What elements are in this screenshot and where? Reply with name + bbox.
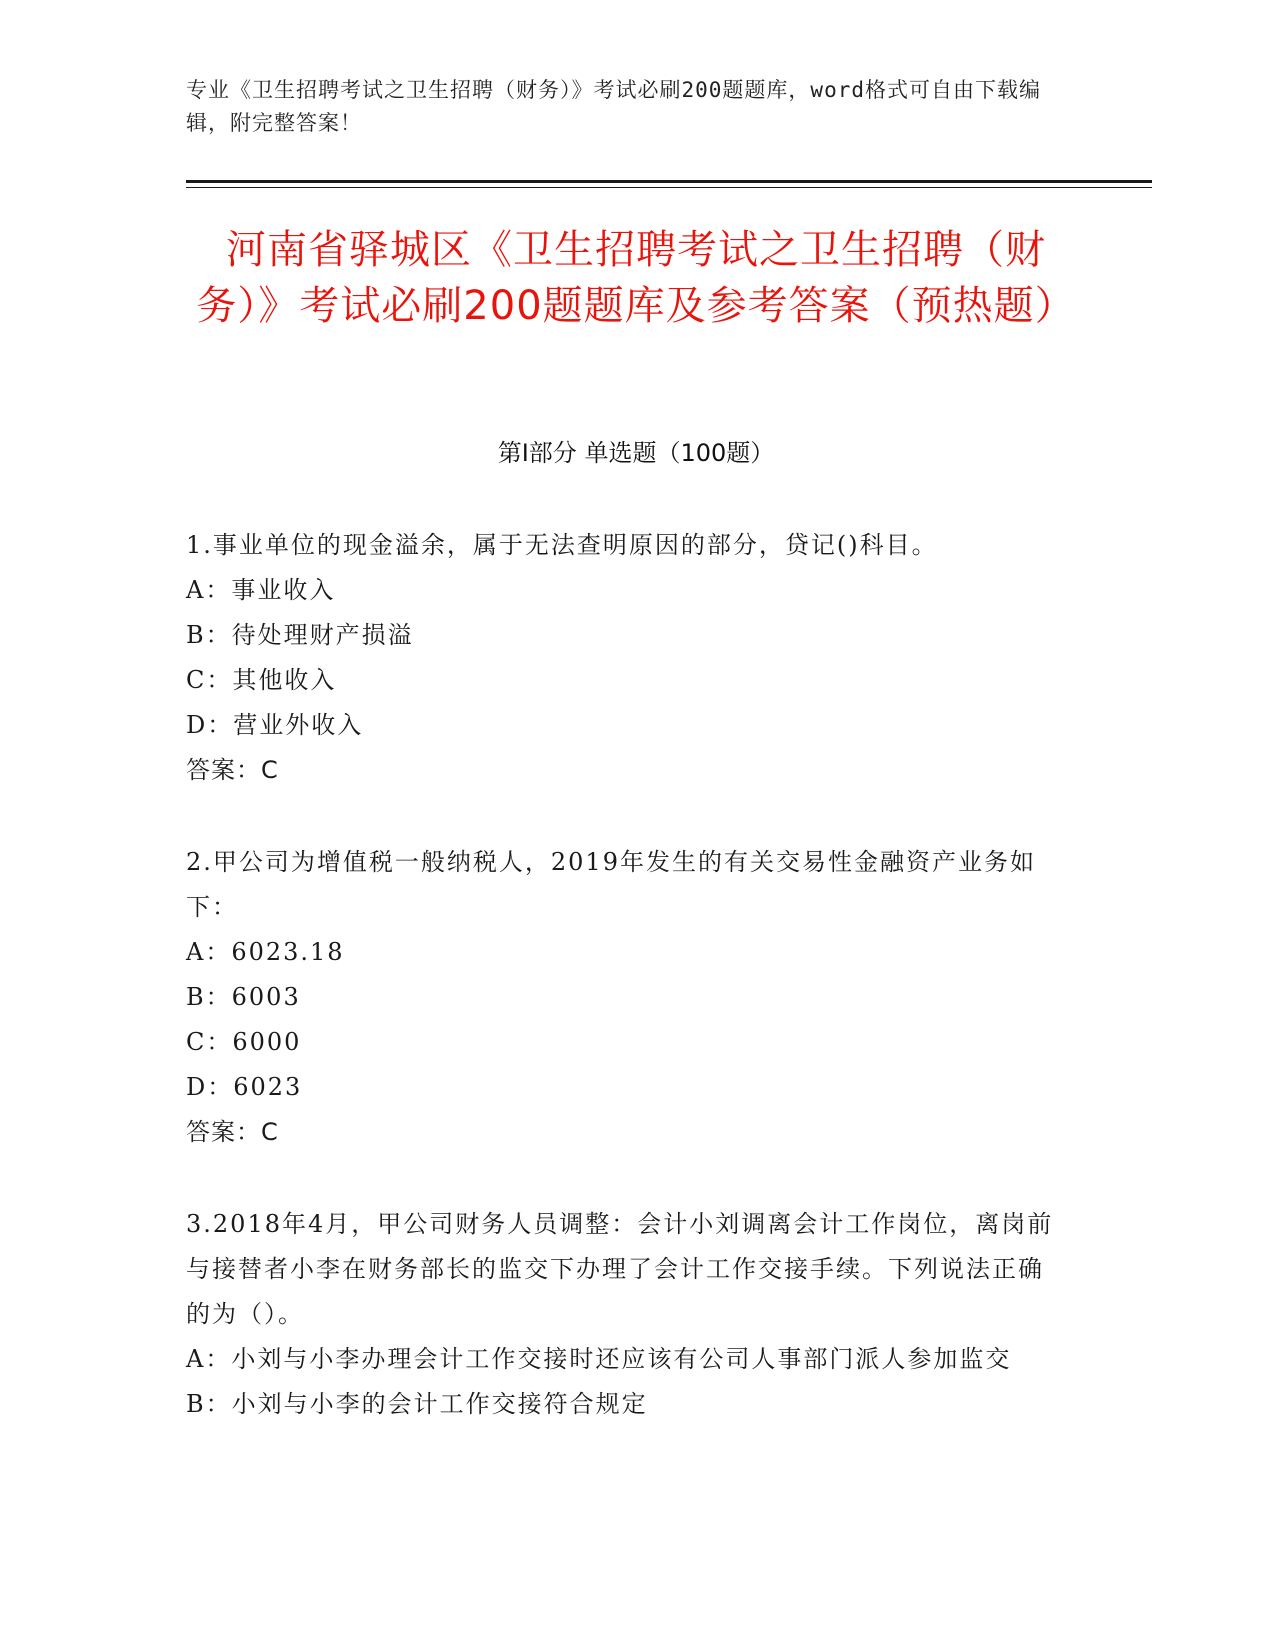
answer-label: 答案：C bbox=[186, 1118, 279, 1146]
option-b: B：待处理财产损溢 bbox=[186, 621, 414, 649]
option-b: B：6003 bbox=[186, 983, 301, 1011]
header-divider-thick bbox=[186, 180, 1152, 183]
document-title: 河南省驿城区《卫生招聘考试之卫生招聘（财务）》考试必刷200题题库及参考答案（预热题） bbox=[196, 227, 1076, 329]
option-a: A：6023.18 bbox=[186, 938, 345, 966]
option-c: C：其他收入 bbox=[186, 666, 337, 694]
question-2 bbox=[186, 840, 1066, 1155]
option-c: C：6000 bbox=[186, 1028, 302, 1056]
question-stem: 2.甲公司为增值税一般纳税人，2019年发生的有关交易性金融资产业务如下： bbox=[186, 848, 1036, 921]
question-stem: 1.事业单位的现金溢余，属于无法查明原因的部分，贷记()科目。 bbox=[186, 531, 938, 559]
option-a: A：事业收入 bbox=[186, 576, 336, 604]
section-heading: 第Ⅰ部分 单选题（100题） bbox=[497, 439, 775, 467]
question-3 bbox=[186, 1202, 1066, 1427]
header-divider-thin bbox=[186, 187, 1152, 188]
question-stem: 3.2018年4月，甲公司财务人员调整：会计小刘调离会计工作岗位，离岗前与接替者小李在财务部长的监交下办理了会计工作交接手续。下列说法正确的为（）。 bbox=[186, 1210, 1054, 1328]
answer-label: 答案：C bbox=[186, 756, 279, 784]
option-d: D：6023 bbox=[186, 1073, 303, 1101]
option-b: B：小刘与小李的会计工作交接符合规定 bbox=[186, 1390, 648, 1418]
option-a: A：小刘与小李办理会计工作交接时还应该有公司人事部门派人参加监交 bbox=[186, 1345, 1012, 1373]
question-1 bbox=[186, 523, 1066, 793]
intro-text: 专业《卫生招聘考试之卫生招聘（财务）》考试必刷200题题库，word格式可自由下载编辑，附完整答案！ bbox=[186, 78, 1041, 135]
option-d: D：营业外收入 bbox=[186, 711, 364, 739]
